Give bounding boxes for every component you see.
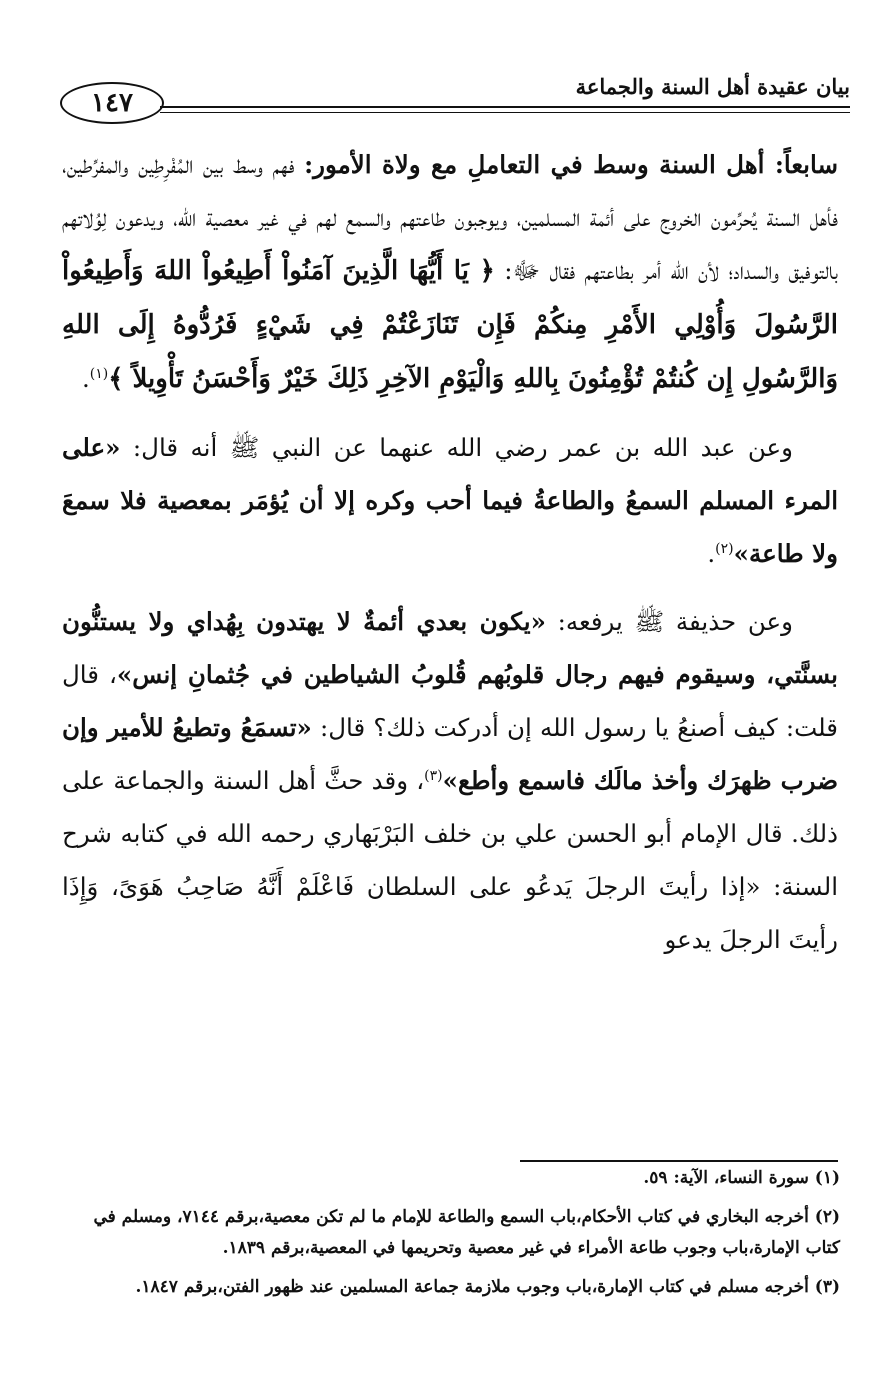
section-heading: سابعاً: أهل السنة وسط في التعاملِ مع ولاة الأمور: bbox=[304, 150, 838, 179]
hadith-text-2: «تسمَعُ وتطيعُ للأمير وإن ضرب ظهرَك وأخذ مالَك فاسمع وأطع» bbox=[62, 713, 839, 795]
header-rule bbox=[160, 106, 850, 113]
footnote-3: (٣) أخرجه مسلم في كتاب الإمارة،باب وجوب ملازمة جماعة المسلمين عند ظهور الفتن،برقم ١٨٤٧. bbox=[135, 1277, 840, 1297]
running-title: بيان عقيدة أهل السنة والجماعة bbox=[575, 74, 850, 99]
quran-verse: ﴿ يَا أَيُّهَا الَّذِينَ آمَنُواْ أَطِيعُواْ اللهَ وَأَطِيعُواْ الرَّسُولَ وَأُوْلِي الأَمْرِ مِنكُمْ فَإِن تَنَازَعْتُمْ فِي شَيْءٍ فَرُدُّوهُ إِلَى اللهِ وَالرَّسُولِ إِن كُنتُمْ تُؤْمِنُونَ بِاللهِ وَالْيَوْمِ الآخِرِ ذَلِكَ خَيْرٌ وَأَحْسَنُ تَأْوِيلاً ﴾ bbox=[62, 256, 838, 394]
paragraph-rest: ، وقد حثَّ أهل السنة والجماعة على ذلك. قال الإمام أبو الحسن علي بن خلف البَرْبَهاري رحمه الله في كتابه شرح السنة: «إذا رأيتَ الرجلَ يَدعُو على السلطان فَاعْلَمْ أَنَّهُ صَاحِبُ هَوَىً، وَإِذَا رأيتَ الرجلَ يدعو bbox=[62, 766, 838, 954]
footnote-ref-3: (٣) bbox=[424, 767, 443, 784]
paragraph-text: وعن حذيفة ﷺ يرفعه: bbox=[545, 607, 793, 636]
paragraph-mid: ، قال قلت: كيف أصنعُ يا رسول الله إن أدركت ذلك؟ قال: bbox=[62, 660, 839, 742]
paragraph-ibn-umar bbox=[62, 421, 838, 580]
footnotes bbox=[60, 1163, 840, 1311]
hadith-text-1: «يكون بعدي أئمةٌ لا يهتدون بِهُداي ولا يستنُّون بسنَّتي، وسيقوم فيهم رجال قلوبُهم قُلوبُ الشياطين في جُثمانِ إنس» bbox=[62, 607, 838, 689]
paragraph-end: . bbox=[81, 364, 90, 393]
footnote-1: (١) سورة النساء، الآية: ٥٩. bbox=[643, 1168, 840, 1188]
footnote-2: (٢) أخرجه البخاري في كتاب الأحكام،باب السمع والطاعة للإمام ما لم تكن معصية،برقم ٧١٤٤، ومسلم في كتاب الإمارة،باب وجوب طاعة الأمراء في غير معصية وتحريمها في المعصية،برقم ١٨٣٩. bbox=[93, 1207, 840, 1258]
main-text bbox=[62, 138, 838, 981]
paragraph-text: فهم وسط بين المُفْرِطِين والمفرِّطين، فأهل السنة يُحرِّمون الخروج على أئمة المسلمين، ويوجبون طاعتهم والسمع لهم في غير معصية الله، ويدعون لِوُلاتهم بالتوفيق والسداد؛ لأن الله أمر بطاعتهم فقال ﷻ: bbox=[62, 150, 839, 285]
paragraph-end: . bbox=[707, 539, 716, 568]
page-number: ١٤٧ bbox=[60, 82, 164, 124]
hadith-text: «على المرء المسلم السمعُ والطاعةُ فيما أحب وكره إلا أن يُؤمَر بمعصية فلا سمعَ ولا طاعة» bbox=[62, 433, 838, 568]
footnote-ref-1: (١) bbox=[89, 365, 109, 382]
paragraph-hudhayfa bbox=[62, 595, 838, 966]
footnote-separator bbox=[520, 1160, 838, 1162]
footnote-ref-2: (٢) bbox=[715, 540, 734, 557]
page-header bbox=[60, 70, 850, 130]
paragraph-rulers bbox=[62, 138, 838, 406]
paragraph-text: وعن عبد الله بن عمر رضي الله عنهما عن النبي ﷺ أنه قال: bbox=[120, 433, 793, 462]
